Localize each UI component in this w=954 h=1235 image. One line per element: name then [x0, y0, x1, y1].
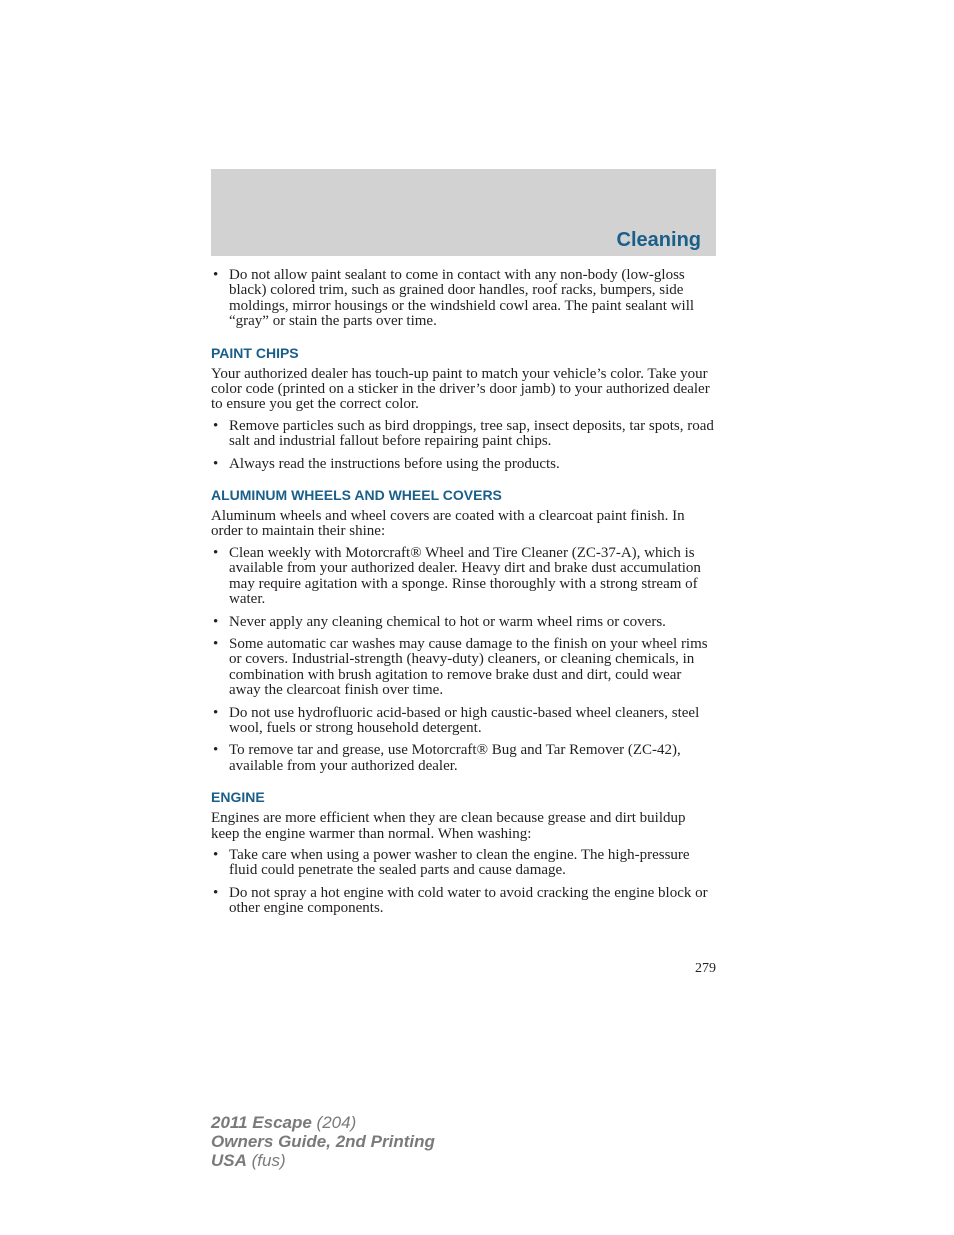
bullet-text: Never apply any cleaning chemical to hot or warm wheel rims or covers.	[229, 613, 666, 630]
page-content	[211, 268, 716, 924]
bullet-icon: •	[213, 267, 219, 283]
section-header-band	[211, 169, 716, 256]
heading-engine: ENGINE	[211, 789, 265, 806]
bullet-item	[211, 886, 716, 917]
page-number: 279	[695, 961, 716, 976]
footer-model-name: 2011 Escape	[211, 1113, 312, 1132]
bullet-text: Some automatic car washes may cause damage to the finish on your wheel rims or covers. Industrial-strength (heavy-duty) cleaners, or cleaning chemicals, in combination with brush agitation to remove brake dust and dirt, could wear away the clearcoat finish over time.	[229, 635, 708, 699]
bullet-item	[211, 615, 716, 630]
footer-model-code: (204)	[311, 1113, 357, 1132]
bullet-item	[211, 268, 716, 330]
bullet-item	[211, 743, 716, 774]
paragraph: Engines are more efficient when they are clean because grease and dirt buildup keep the engine warmer than normal. When washing:	[211, 810, 686, 842]
bullet-text: Take care when using a power washer to clean the engine. The high-pressure fluid could penetrate the sealed parts and cause damage.	[229, 846, 690, 879]
bullet-item	[211, 848, 716, 879]
bullet-item	[211, 546, 716, 608]
document-footer	[211, 1113, 435, 1170]
bullet-text: Do not spray a hot engine with cold water to avoid cracking the engine block or other engine components.	[229, 884, 708, 917]
bullet-text: Remove particles such as bird droppings, tree sap, insect deposits, tar spots, road salt and industrial fallout before repairing paint chips.	[229, 417, 714, 450]
bullet-item	[211, 637, 716, 699]
paragraph: Aluminum wheels and wheel covers are coated with a clearcoat paint finish. In order to maintain their shine:	[211, 508, 685, 540]
footer-line-market	[211, 1151, 435, 1170]
bullet-icon: •	[213, 417, 219, 434]
paragraph: Your authorized dealer has touch-up paint to match your vehicle’s color. Take your color code (printed on a sticker in the driver’s door jamb) to your authorized dealer to ensure you get the correct color.	[211, 365, 710, 413]
bullet-icon: •	[213, 884, 219, 901]
bullet-text: Clean weekly with Motorcraft® Wheel and Tire Cleaner (ZC-37-A), which is available from your authorized dealer. Heavy dirt and brake dust accumulation may require agitation with a sponge. Rinse thoroughly with a strong stream of water.	[229, 544, 701, 608]
bullet-text: Always read the instructions before using the products.	[229, 455, 560, 472]
footer-line-guide: Owners Guide, 2nd Printing	[211, 1132, 435, 1151]
footer-line-model	[211, 1113, 435, 1132]
footer-market-code: (fus)	[246, 1151, 286, 1170]
bullet-icon: •	[213, 846, 219, 863]
section-title: Cleaning	[616, 229, 701, 251]
bullet-icon: •	[213, 635, 219, 652]
heading-paint-chips: PAINT CHIPS	[211, 344, 299, 361]
bullet-text: Do not use hydrofluoric acid-based or high caustic-based wheel cleaners, steel wool, fuels or strong household detergent.	[229, 704, 700, 736]
bullet-icon: •	[213, 742, 219, 759]
footer-market: USA	[211, 1151, 247, 1170]
bullet-icon: •	[213, 455, 219, 472]
bullet-item	[211, 706, 716, 737]
bullet-text: To remove tar and grease, use Motorcraft® Bug and Tar Remover (ZC-42), available from your authorized dealer.	[229, 742, 681, 774]
bullet-icon: •	[213, 544, 219, 561]
bullet-icon: •	[213, 613, 219, 630]
bullet-text: Do not allow paint sealant to come in contact with any non-body (low-gloss black) colored trim, such as grained door handles, roof racks, bumpers, side moldings, mirror housings or the windshield cowl area. The paint sealant will “gray” or stain the parts over time.	[229, 267, 695, 330]
bullet-icon: •	[213, 704, 219, 721]
bullet-item	[211, 419, 716, 450]
heading-aluminum-wheels: ALUMINUM WHEELS AND WHEEL COVERS	[211, 487, 502, 504]
bullet-item	[211, 457, 716, 472]
